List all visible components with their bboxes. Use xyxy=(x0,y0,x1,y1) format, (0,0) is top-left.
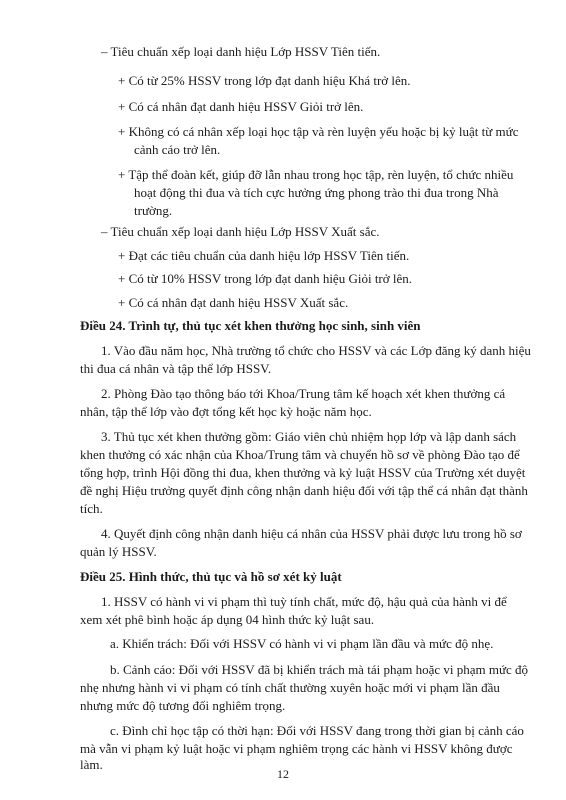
bullet-line: + Có cá nhân đạt danh hiệu HSSV Xuất sắc. xyxy=(118,295,349,310)
bullet-line: + Có từ 10% HSSV trong lớp đạt danh hiệu Giỏi trở lên. xyxy=(118,271,413,286)
bullet-line: + Tập thể đoàn kết, giúp đỡ lẫn nhau trong học tập, rèn luyện, tổ chức nhiều xyxy=(118,167,514,182)
paragraph-line: tích. xyxy=(80,501,103,516)
bullet-line: + Không có cá nhân xếp loại học tập và rèn luyện yếu hoặc bị kỷ luật từ mức xyxy=(118,124,519,139)
bullet-line: + Có cá nhân đạt danh hiệu HSSV Giỏi trở lên. xyxy=(118,99,364,114)
bullet-line-cont: cảnh cáo trở lên. xyxy=(134,142,221,157)
criteria-excellent-class-heading: – Tiêu chuẩn xếp loại danh hiệu Lớp HSSV Xuất sắc. xyxy=(101,224,380,239)
criteria-advanced-class-heading: – Tiêu chuẩn xếp loại danh hiệu Lớp HSSV Tiên tiến. xyxy=(101,44,381,59)
paragraph-line: 2. Phòng Đào tạo thông báo tới Khoa/Trung tâm kế hoạch xét khen thưởng cá xyxy=(101,386,506,401)
article-25-heading: Điều 25. Hình thức, thủ tục và hồ sơ xét kỷ luật xyxy=(80,569,342,584)
paragraph-line: 1. Vào đầu năm học, Nhà trường tổ chức cho HSSV và các Lớp đăng ký danh hiệu xyxy=(101,343,531,358)
page-number: 12 xyxy=(277,767,289,781)
bullet-line-cont: hoạt động thi đua và tích cực hưởng ứng phong trào thi đua trong Nhà xyxy=(134,185,499,200)
bullet-line: + Đạt các tiêu chuẩn của danh hiệu lớp HSSV Tiên tiến. xyxy=(118,248,410,263)
paragraph-line: 4. Quyết định công nhận danh hiệu cá nhân của HSSV phải được lưu trong hồ sơ xyxy=(101,526,522,541)
paragraph-line: nhẹ nhưng hành vi vi phạm có tính chất thường xuyên hoặc mới vi phạm lần đầu xyxy=(80,680,500,695)
bullet-line: + Có từ 25% HSSV trong lớp đạt danh hiệu Khá trở lên. xyxy=(118,73,411,88)
paragraph-line: a. Khiển trách: Đối với HSSV có hành vi vi phạm lần đầu và mức độ nhẹ. xyxy=(110,636,494,651)
paragraph-line: 3. Thủ tục xét khen thưởng gồm: Giáo viên chủ nhiệm họp lớp và lập danh sách xyxy=(101,429,517,444)
paragraph-line: xem xét phê bình hoặc áp dụng 04 hình thức kỷ luật sau. xyxy=(80,612,375,627)
paragraph-line: b. Cảnh cáo: Đối với HSSV đã bị khiển trách mà tái phạm hoặc vi phạm mức độ xyxy=(110,662,529,677)
paragraph-line: tổng hợp, trình Hội đồng thi đua, khen thưởng và kỷ luật HSSV của Trường xét duyệt xyxy=(80,465,526,480)
paragraph-line: quản lý HSSV. xyxy=(80,544,157,559)
paragraph-line: khen thưởng có xác nhận của Khoa/Trung tâm và chuyển hồ sơ về phòng Đào tạo để xyxy=(80,447,520,462)
paragraph-line: đề nghị Hiệu trưởng quyết định công nhận danh hiệu đối với tập thể cá nhân đạt thành xyxy=(80,483,528,498)
paragraph-line: làm. xyxy=(80,757,103,772)
paragraph-line: nhưng mức độ tương đối nghiêm trọng. xyxy=(80,698,286,713)
paragraph-line: nhân, tập thể lớp vào đợt tổng kết học kỳ hoặc năm học. xyxy=(80,404,372,419)
paragraph-line: 1. HSSV có hành vi vi phạm thì tuỳ tính chất, mức độ, hậu quả của hành vi để xyxy=(101,594,507,609)
paragraph-line: thi đua cá nhân và tập thể lớp HSSV. xyxy=(80,361,272,376)
paragraph-line: mà vẫn vi phạm kỷ luật hoặc vi phạm nghiêm trọng các hành vi HSSV không được xyxy=(80,741,513,756)
article-24-heading: Điều 24. Trình tự, thủ tục xét khen thưởng học sinh, sinh viên xyxy=(80,318,421,333)
paragraph-line: c. Đình chỉ học tập có thời hạn: Đối với HSSV đang trong thời gian bị cảnh cáo xyxy=(110,723,524,738)
bullet-line-cont: trường. xyxy=(134,203,173,218)
